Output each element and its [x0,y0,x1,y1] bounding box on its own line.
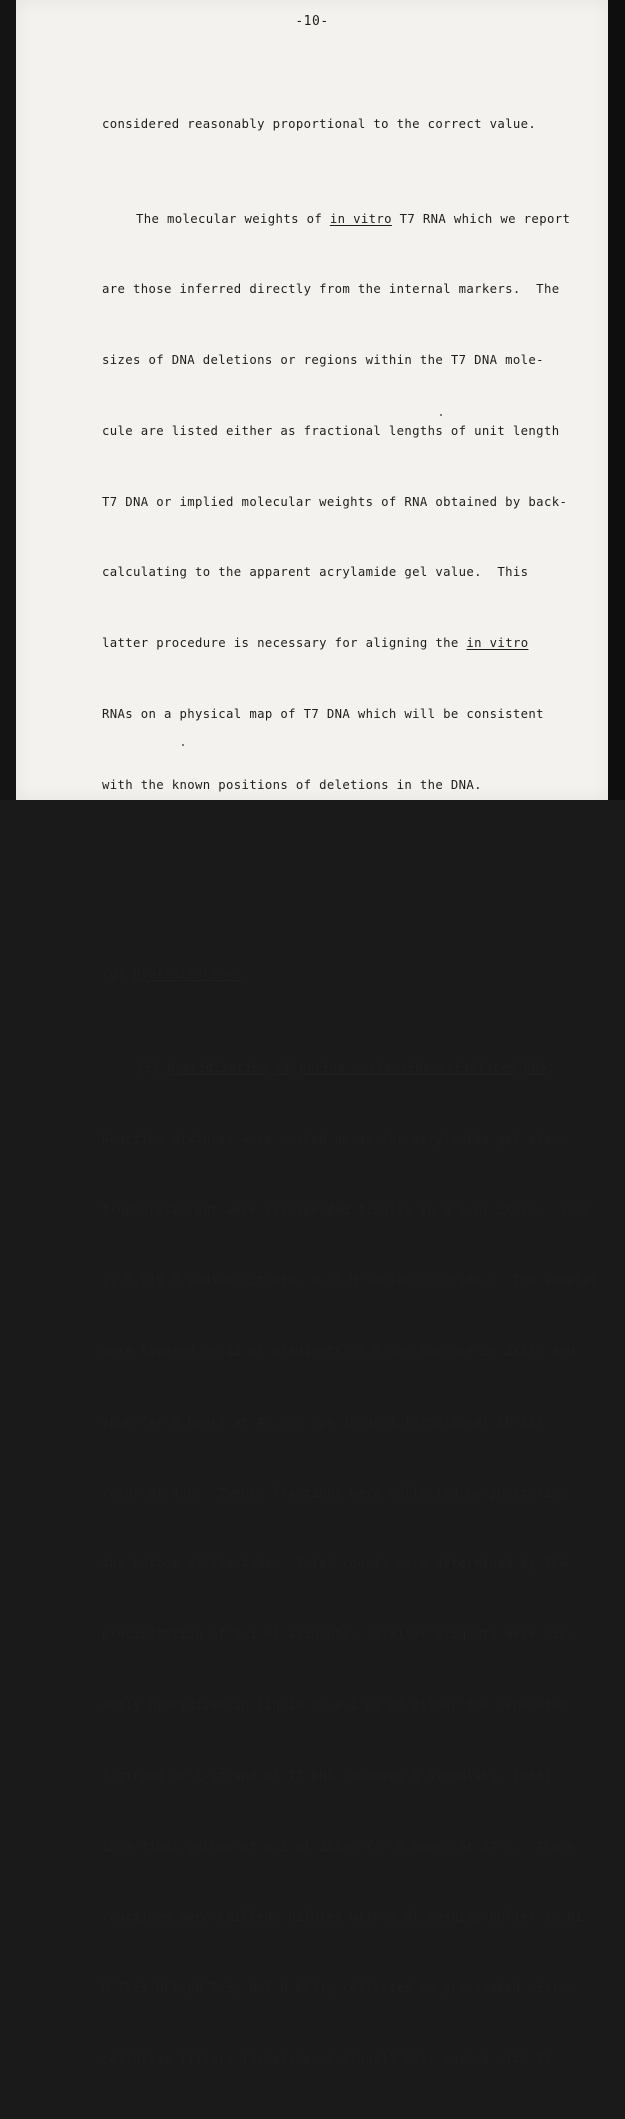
subsection-heading: (i) Hybridization of purine nucleotide-stimulated RNA. [136,1060,555,1075]
underlined-term: in vitro [329,211,392,226]
text-line: trophoresis but were resuspended finally in 0.1 ml 2XSSC. (SSC [102,1202,591,1217]
text-line: r-strand or l-strand of T7 DNA (Summers & Syzbalski, 1968) [102,1768,552,1783]
text-line: sizes of DNA deletions or regions within the T7 DNA mole- [102,353,544,368]
text-line: The molecular weights of in vitro T7 RNA which we report [136,211,571,226]
text-line: precipitation of 0.1 ml aliquots. Similar aliquots were dir- [102,1627,575,1642]
text-line: with the known positions of deletions in the DNA. [102,777,482,792]
page-number: -10- [295,14,329,29]
text-line: cule are listed either as fractional lengths of unit length [102,423,560,438]
text-line: are those inferred directly from the internal markers. The [102,282,560,297]
text-line: spun for 5 hours at 40,000 rpm in an International SB-283 [102,1414,544,1429]
document-page [16,0,608,2066]
text-line: is 0.015 M sodium citrate, 0.15 M sodium chloride.) The samples [102,1273,599,1288]
underlined-term: in vitro [466,636,529,651]
text-line: in a final volume of 0.2 ml 2XSSC for 6 hours at 67°C. These [102,1839,575,1854]
text-line: cellulose filters (Scheicher & Schuell B6), washed with 25 [102,2051,552,2066]
text-line: the bottom of the tube. Total counts were determined by TCA [102,1556,568,1571]
text-line: considered reasonably proportional to the correct value. [102,117,537,132]
scan-speck [440,414,442,416]
section-title: Hybridizations [133,966,242,981]
text-line: M Tris-HCl pH 7.5, 0.5 M KCl), collected on pre-soaked nitro- [102,1981,575,1996]
text-line: latter procedure is necessary for aligning the in vitro [102,636,529,651]
text-line: rotor at 4°C. Twenty fractions were collected by puncturing [102,1485,568,1500]
text-line: RNAs on a physical map of T7 DNA which will be consistent [102,707,544,722]
paragraph-gap [102,868,572,892]
text-line: Reaction mixtures were worked up as for acrylamide gel elec- [102,1131,568,1146]
text-line: ectly hybridized in liquid to 0.1 μg of either the separated [102,1697,568,1712]
text-line: reactions were chilled, diluted with 3 ml washing buffer (0.01 [102,1910,583,1925]
section-heading: (g) Hybridizations [102,966,242,981]
text-line: T7 DNA or implied molecular weights of RNA obtained by back- [102,494,568,509]
scan-speck [182,744,184,746]
text-line: calculating to the apparent acrylamide gel value. This [102,565,529,580]
scan-edge [608,0,625,800]
document-body [102,66,599,2119]
text-line: were layered on 12 ml gradients of 5-20% sucrose in 2XSSC and [102,1344,575,1359]
